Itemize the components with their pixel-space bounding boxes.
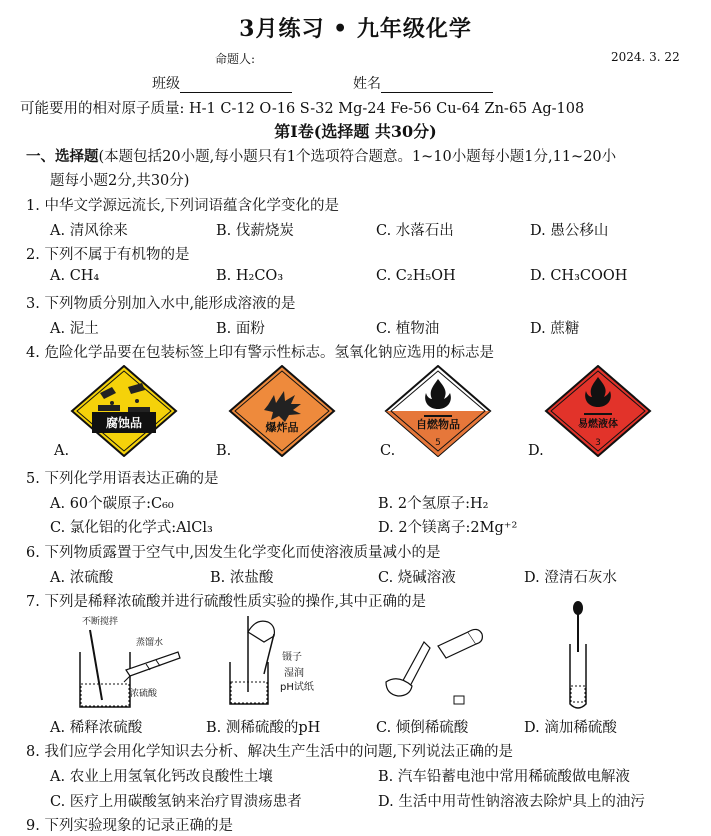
corrosive-sign-label: 腐蚀品 xyxy=(105,416,143,430)
q5-option-a: A. 60个碳原子:C₆₀ xyxy=(50,496,174,512)
q2-option-c: C. C₂H₅OH xyxy=(376,268,456,284)
corrosive-sign-icon xyxy=(70,365,178,457)
q1-option-a: A. 清风徐来 xyxy=(50,223,128,239)
q3-option-c: C. 植物油 xyxy=(376,321,440,337)
q4-option-c: C. xyxy=(380,443,396,459)
q6-option-b: B. 浓盐酸 xyxy=(210,570,274,586)
author-label: 命题人: xyxy=(215,52,256,66)
q3-option-d: D. 蔗糖 xyxy=(530,321,580,337)
exam-date: 2024. 3. 22 xyxy=(611,50,680,64)
pouring-apparatus-icon xyxy=(380,612,490,714)
q1-option-d: D. 愚公移山 xyxy=(530,223,609,239)
flammable-liquid-sign-icon xyxy=(544,365,652,457)
q4-stem: 4. 危险化学品要在包装标签上印有警示性标志。氢氧化钠应选用的标志是 xyxy=(26,345,494,361)
q2-option-d: D. CH₃COOH xyxy=(530,268,628,284)
q3-option-a: A. 泥土 xyxy=(50,321,99,337)
q5-option-b: B. 2个氢原子:H₂ xyxy=(378,496,489,512)
name-blank xyxy=(381,78,493,93)
spontaneous-combustion-sign-number: 5 xyxy=(435,438,441,448)
instructions-line-1: (本题包括20小题,每小题只有1个选项符合题意。1~10小题每小题1分,11~20小 xyxy=(98,149,617,165)
flammable-liquid-sign-label: 易燃液体 xyxy=(578,419,618,430)
fig-b-wet-label: 湿润 xyxy=(284,668,304,679)
atomic-masses: 可能要用的相对原子质量: H-1 C-12 O-16 S-32 Mg-24 Fe-56 Cu-64 Zn-65 Ag-108 xyxy=(20,101,585,117)
q8-option-a: A. 农业上用氢氧化钙改良酸性土壤 xyxy=(50,769,273,785)
q3-stem: 3. 下列物质分别加入水中,能形成溶液的是 xyxy=(26,296,296,312)
q7-option-c: C. 倾倒稀硫酸 xyxy=(376,720,469,736)
q6-stem: 6. 下列物质露置于空气中,因发生化学变化而使溶液质量减小的是 xyxy=(26,545,441,561)
fig-a-water-label: 蒸馏水 xyxy=(136,638,164,648)
explosive-sign-label: 爆炸品 xyxy=(265,421,299,434)
q8-option-b: B. 汽车铅蓄电池中常用稀硫酸做电解液 xyxy=(378,769,630,785)
q4-option-d: D. xyxy=(528,443,544,459)
class-blank xyxy=(180,78,292,93)
instructions-line-2: 题每小题2分,共30分) xyxy=(50,173,190,189)
q6-option-d: D. 澄清石灰水 xyxy=(524,570,617,586)
fig-a-stir-label: 不断搅拌 xyxy=(82,617,119,627)
q6-option-c: C. 烧碱溶液 xyxy=(378,570,456,586)
fig-a-acid-label: 浓硫酸 xyxy=(130,689,158,699)
q6-option-a: A. 浓硫酸 xyxy=(50,570,114,586)
class-label: 班级 xyxy=(152,76,180,92)
q2-option-a: A. CH₄ xyxy=(50,268,100,284)
section-heading: 一、选择题 xyxy=(26,148,99,165)
name-label: 姓名 xyxy=(353,76,381,92)
q2-stem: 2. 下列不属于有机物的是 xyxy=(26,247,190,263)
dropper-apparatus-icon xyxy=(560,600,600,714)
spontaneous-combustion-sign-label: 自燃物品 xyxy=(416,418,460,431)
q8-stem: 8. 我们应学会用化学知识去分析、解决生产生活中的问题,下列说法正确的是 xyxy=(26,744,514,760)
q9-stem: 9. 下列实验现象的记录正确的是 xyxy=(26,818,233,834)
fig-b-tweezers-label: 镊子 xyxy=(282,652,302,663)
q1-option-b: B. 伐薪烧炭 xyxy=(216,223,294,239)
q1-option-c: C. 水落石出 xyxy=(376,223,454,239)
explosive-sign-icon xyxy=(228,365,336,457)
name-field xyxy=(353,73,493,93)
q4-option-b: B. xyxy=(216,443,232,459)
q7-stem: 7. 下列是稀释浓硫酸并进行硫酸性质实验的操作,其中正确的是 xyxy=(26,594,427,610)
dilution-apparatus-icon xyxy=(60,612,200,714)
section-title: 第Ⅰ卷(选择题 共30分) xyxy=(274,122,437,141)
q8-option-c: C. 医疗上用碳酸氢钠来治疗胃溃疡患者 xyxy=(50,794,302,810)
q5-option-c: C. 氯化铝的化学式:AlCl₃ xyxy=(50,520,213,536)
ph-test-apparatus-icon xyxy=(222,612,332,714)
q7-option-b: B. 测稀硫酸的pH xyxy=(206,720,321,736)
q5-option-d: D. 2个镁离子:2Mg⁺² xyxy=(378,520,518,536)
q1-stem: 1. 中华文学源远流长,下列词语蕴含化学变化的是 xyxy=(26,198,340,214)
q8-option-d: D. 生活中用苛性钠溶液去除炉具上的油污 xyxy=(378,794,645,810)
flammable-liquid-sign-number: 3 xyxy=(595,438,601,448)
section-instructions xyxy=(26,145,616,166)
q7-option-a: A. 稀释浓硫酸 xyxy=(50,720,143,736)
q7-option-d: D. 滴加稀硫酸 xyxy=(524,720,617,736)
q3-option-b: B. 面粉 xyxy=(216,321,265,337)
q2-option-b: B. H₂CO₃ xyxy=(216,268,284,284)
page-title: 3月练习 • 九年级化学 xyxy=(239,16,472,42)
fig-b-paper-label: pH试纸 xyxy=(280,682,314,693)
q4-option-a: A. xyxy=(54,443,70,459)
q5-stem: 5. 下列化学用语表达正确的是 xyxy=(26,471,219,487)
class-field xyxy=(152,73,292,93)
spontaneous-combustion-sign-icon xyxy=(384,365,492,457)
